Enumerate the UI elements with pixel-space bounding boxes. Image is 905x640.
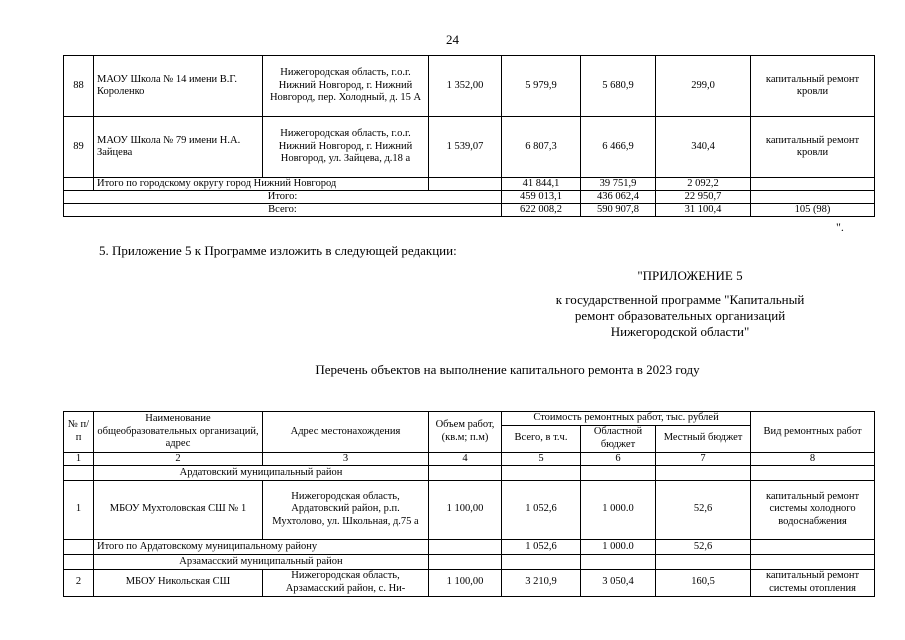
organization-name: МАОУ Школа № 79 имени Н.А. Зайцева xyxy=(94,117,263,178)
work-type: капитальный ремонт кровли xyxy=(751,117,875,178)
grand-total-label: Всего: xyxy=(64,204,502,217)
cost-total: 5 979,9 xyxy=(502,56,581,117)
total-total: 459 013,1 xyxy=(502,191,581,204)
row-number: 1 xyxy=(64,480,94,539)
subtotal-label: Итого по городскому округу город Нижний Новгород xyxy=(94,178,429,191)
header-cost: Стоимость ремонтных работ, тыс. рублей xyxy=(502,412,751,426)
appendix-subtitle xyxy=(500,292,860,340)
organization-name: МАОУ Школа № 14 имени В.Г. Короленко xyxy=(94,56,263,117)
objects-table-2023 xyxy=(63,411,875,597)
grand-total-regional: 590 907,8 xyxy=(581,204,656,217)
header-address: Адрес местонахождения xyxy=(263,412,429,453)
table-row xyxy=(64,480,875,539)
district-row xyxy=(64,465,875,480)
cost-local: 340,4 xyxy=(656,117,751,178)
organization-address: Нижегородская область, Ардатовский район, р.п. Мухтолово, ул. Школьная, д.75 а xyxy=(263,480,429,539)
table-row xyxy=(64,56,875,117)
work-type: капитальный ремонт системы отопления xyxy=(751,569,875,596)
table-row xyxy=(64,117,875,178)
district-name: Ардатовский муниципальный район xyxy=(94,465,429,480)
column-number: 5 xyxy=(502,452,581,465)
subtotal-row xyxy=(64,539,875,554)
cost-local: 52,6 xyxy=(656,480,751,539)
grand-total-local: 31 100,4 xyxy=(656,204,751,217)
district-name: Арзамасский муниципальный район xyxy=(94,554,429,569)
work-type: капитальный ремонт системы холодного водоснабжения xyxy=(751,480,875,539)
column-number: 4 xyxy=(429,452,502,465)
organization-address: Нижегородская область, г.о.г. Нижний Новгород, г. Нижний Новгород, пер. Холодный, д. 15 А xyxy=(263,56,429,117)
list-title: Перечень объектов на выполнение капитального ремонта в 2023 году xyxy=(315,362,700,377)
header-number: № п/п xyxy=(64,412,94,453)
appendix-subtitle-line: к государственной программе "Капитальный xyxy=(555,292,805,307)
cost-regional: 3 050,4 xyxy=(581,569,656,596)
instruction-text: 5. Приложение 5 к Программе изложить в следующей редакции: xyxy=(99,243,457,258)
subtotal-regional: 1 000.0 xyxy=(581,539,656,554)
header-cost-total: Всего, в т.ч. xyxy=(502,425,581,452)
header-name: Наименование общеобразовательных организаций, адрес xyxy=(94,412,263,453)
total-regional: 436 062,4 xyxy=(581,191,656,204)
subtotal-local: 2 092,2 xyxy=(656,178,751,191)
cost-regional: 5 680,9 xyxy=(581,56,656,117)
grand-total-total: 622 008,2 xyxy=(502,204,581,217)
work-volume: 1 100,00 xyxy=(429,569,502,596)
subtotal-total: 1 052,6 xyxy=(502,539,581,554)
header-volume: Объем работ, (кв.м; п.м) xyxy=(429,412,502,453)
district-row xyxy=(64,554,875,569)
total-label: Итого: xyxy=(64,191,502,204)
column-number: 3 xyxy=(263,452,429,465)
cost-local: 160,5 xyxy=(656,569,751,596)
organization-address: Нижегородская область, г.о.г. Нижний Новгород, г. Нижний Новгород, ул. Зайцева, д.18 а xyxy=(263,117,429,178)
row-number: 89 xyxy=(64,117,94,178)
cost-total: 3 210,9 xyxy=(502,569,581,596)
row-number: 88 xyxy=(64,56,94,117)
subtotal-regional: 39 751,9 xyxy=(581,178,656,191)
cost-local: 299,0 xyxy=(656,56,751,117)
header-cost-local: Местный бюджет xyxy=(656,425,751,452)
column-number: 2 xyxy=(94,452,263,465)
header-row xyxy=(64,412,875,426)
row-number: 2 xyxy=(64,569,94,596)
total-row xyxy=(64,191,875,204)
page-number: 24 xyxy=(446,32,459,47)
header-cost-regional: Областной бюджет xyxy=(581,425,656,452)
objects-table-continued xyxy=(63,55,875,217)
column-number: 1 xyxy=(64,452,94,465)
cost-regional: 6 466,9 xyxy=(581,117,656,178)
appendix-subtitle-line: Нижегородской области" xyxy=(610,324,750,339)
column-number: 7 xyxy=(656,452,751,465)
work-volume: 1 539,07 xyxy=(429,117,502,178)
subtotal-local: 52,6 xyxy=(656,539,751,554)
organization-address: Нижегородская область, Арзамасский район, с. Ни- xyxy=(263,569,429,596)
table-row xyxy=(64,569,875,596)
total-local: 22 950,7 xyxy=(656,191,751,204)
column-number: 8 xyxy=(751,452,875,465)
column-number: 6 xyxy=(581,452,656,465)
cost-regional: 1 000.0 xyxy=(581,480,656,539)
work-volume: 1 352,00 xyxy=(429,56,502,117)
grand-total-row xyxy=(64,204,875,217)
organization-name: МБОУ Мухтоловская СШ № 1 xyxy=(94,480,263,539)
closing-quote: ". xyxy=(836,220,844,234)
subtotal-label: Итого по Ардатовскому муниципальному району xyxy=(94,539,429,554)
appendix-subtitle-line: ремонт образовательных организаций xyxy=(574,308,786,323)
work-type: капитальный ремонт кровли xyxy=(751,56,875,117)
subtotal-row xyxy=(64,178,875,191)
header-work-type: Вид ремонтных работ xyxy=(751,412,875,453)
organization-name: МБОУ Никольская СШ xyxy=(94,569,263,596)
cost-total: 1 052,6 xyxy=(502,480,581,539)
work-volume: 1 100,00 xyxy=(429,480,502,539)
grand-total-objects: 105 (98) xyxy=(751,204,875,217)
subtotal-total: 41 844,1 xyxy=(502,178,581,191)
appendix-title: "ПРИЛОЖЕНИЕ 5 xyxy=(637,268,743,283)
column-numbers-row xyxy=(64,452,875,465)
cost-total: 6 807,3 xyxy=(502,117,581,178)
